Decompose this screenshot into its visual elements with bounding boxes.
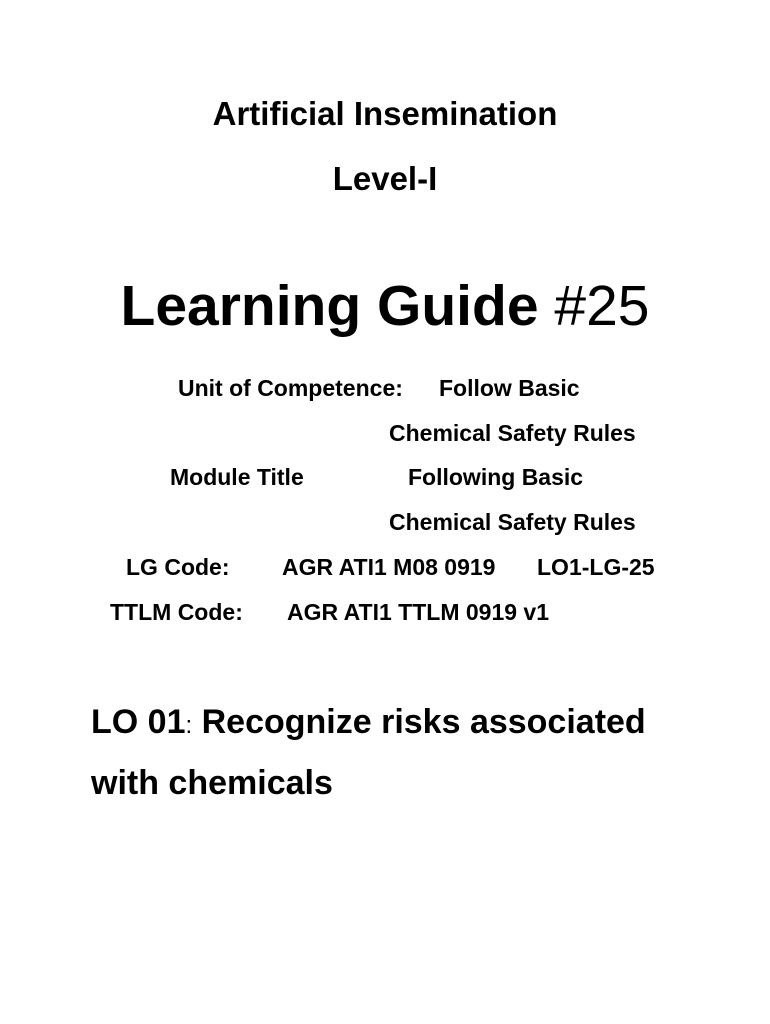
unit-of-competence-value-line1: Follow Basic: [439, 375, 580, 401]
lg-code-label: LG Code:: [126, 554, 230, 580]
ttlm-code-value: AGR ATI1 TTLM 0919 v1: [287, 599, 550, 625]
learning-outcome-heading-line1: [91, 705, 646, 739]
course-title: Artificial Insemination: [212, 95, 558, 132]
learning-outcome-title-line2: with chemicals: [91, 764, 333, 802]
module-title-label: Module Title: [170, 464, 304, 490]
learning-outcome-title-line1: Recognize risks associated: [201, 703, 646, 741]
ttlm-code-label: TTLM Code:: [110, 599, 243, 625]
unit-of-competence-value-line2: Chemical Safety Rules: [389, 420, 636, 446]
lg-code-suffix: LO1-LG-25: [537, 554, 655, 580]
learning-guide-number: #25: [554, 274, 650, 338]
module-title-value-line2: Chemical Safety Rules: [389, 509, 636, 535]
learning-guide-label: Learning Guide: [120, 274, 539, 338]
unit-of-competence-label: Unit of Competence:: [178, 375, 403, 401]
module-title-value-line1: Following Basic: [408, 464, 584, 490]
learning-outcome-code: LO 01: [91, 703, 186, 741]
lg-code-value: AGR ATI1 M08 0919: [282, 554, 496, 580]
learning-guide-title: [0, 274, 770, 338]
learning-outcome-separator: :: [185, 712, 193, 739]
course-level: Level-I: [332, 160, 438, 197]
